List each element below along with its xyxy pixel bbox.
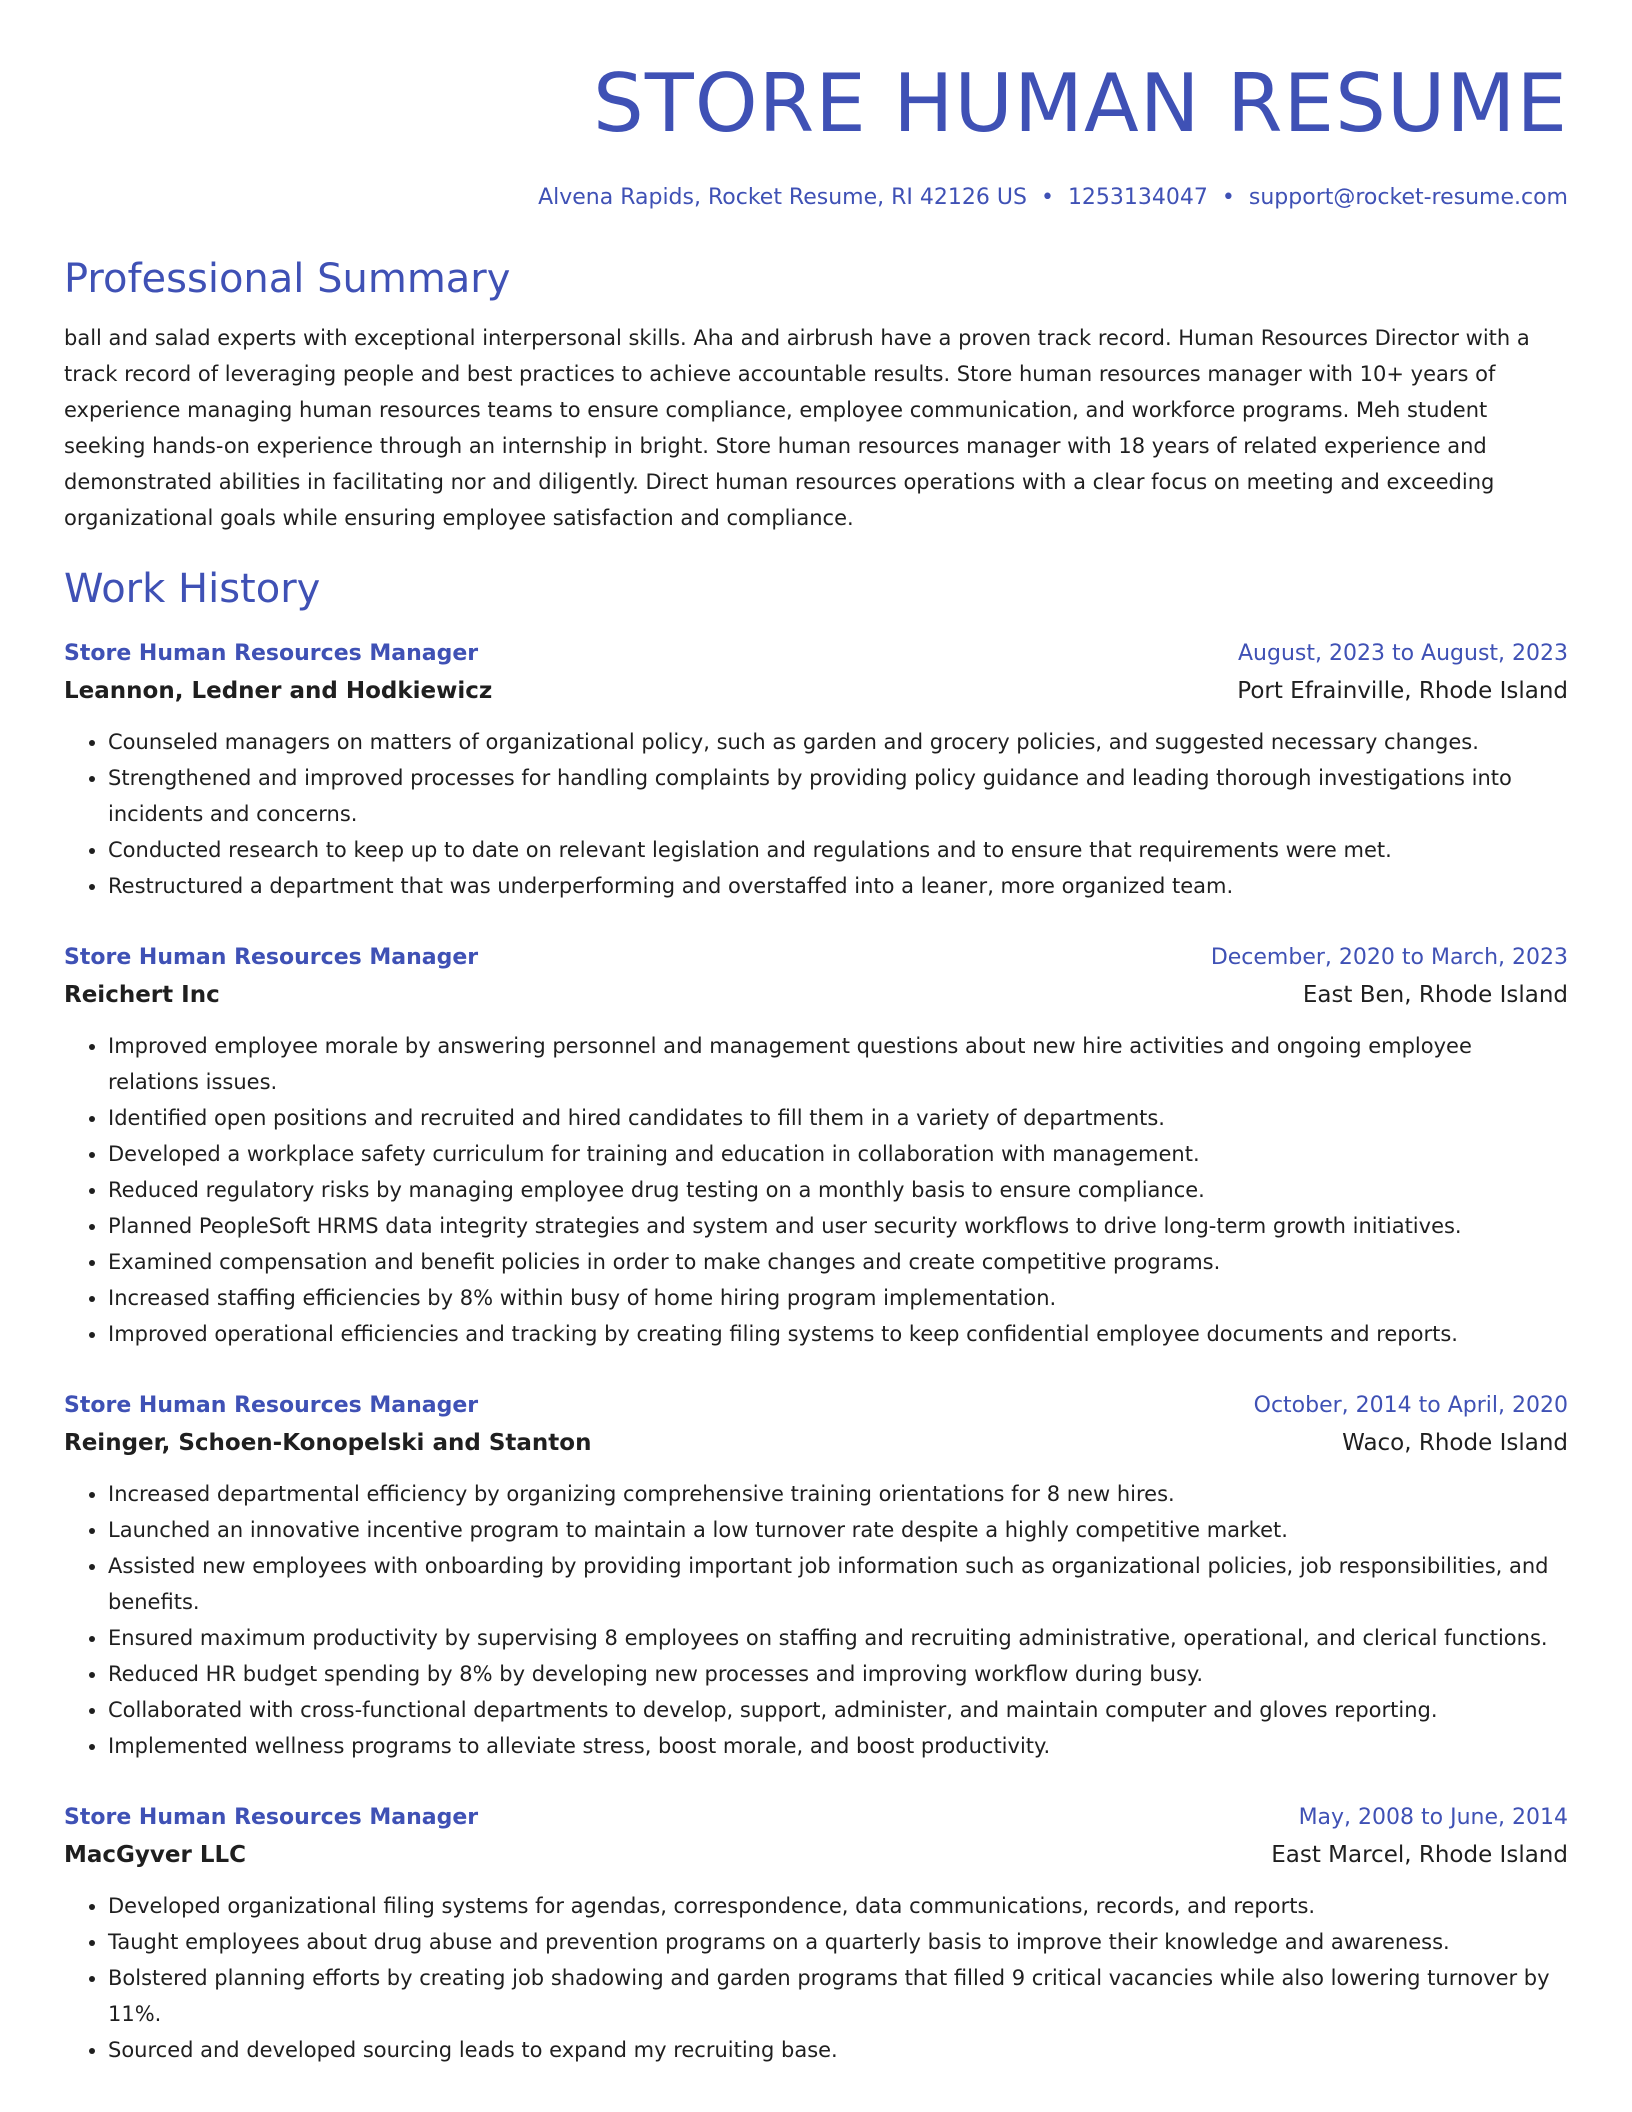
- job-title-row: [64, 636, 1568, 672]
- job-company: Reichert Inc: [64, 982, 220, 1008]
- job-bullets: [64, 1888, 1568, 2068]
- job-entry: [64, 1388, 1568, 1764]
- job-dates: May, 2008 to June, 2014: [1298, 1805, 1568, 1830]
- job-bullet: • Restructured a department that was underperforming and overstaffed into a leaner, more organized team.: [108, 868, 1568, 904]
- job-location: Port Efrainville, Rhode Island: [1237, 678, 1568, 704]
- contact-phone: 1253134047: [1067, 185, 1208, 210]
- job-entry: [64, 636, 1568, 904]
- job-title-row: [64, 940, 1568, 976]
- job-bullet: • Counseled managers on matters of organizational policy, such as garden and grocery policies, and suggested necessary changes.: [108, 724, 1568, 760]
- job-bullet: • Ensured maximum productivity by supervising 8 employees on staffing and recruiting administrative, operational, and clerical functions.: [108, 1620, 1568, 1656]
- contact-email: support@rocket-resume.com: [1248, 185, 1568, 210]
- job-bullet: • Collaborated with cross-functional departments to develop, support, administer, and maintain computer and gloves reporting.: [108, 1692, 1568, 1728]
- job-bullet: • Bolstered planning efforts by creating job shadowing and garden programs that filled 9 critical vacancies while also lowering turnover by 11%.: [108, 1960, 1568, 2032]
- contact-address: Alvena Rapids, Rocket Resume, RI 42126 US: [538, 185, 1027, 210]
- summary-text: ball and salad experts with exceptional interpersonal skills. Aha and airbrush have a proven track record. Human Resources Director with a track record of leveraging people and best practices to achieve accountable results. Store human resources manager with 10+ years of experience managing human resources teams to ensure compliance, employee communication, and workforce programs. Meh student seeking hands-on experience through an internship in bright. Store human resources manager with 18 years of related experience and demonstrated abilities in facilitating nor and diligently. Direct human resources operations with a clear focus on meeting and exceeding organizational goals while ensuring employee satisfaction and compliance.: [64, 326, 1530, 530]
- job-bullet: • Assisted new employees with onboarding by providing important job information such as organizational policies, job responsibilities, and benefits.: [108, 1548, 1568, 1620]
- job-company-row: [64, 976, 1568, 1014]
- job-dates: October, 2014 to April, 2020: [1253, 1393, 1568, 1418]
- job-bullet: • Implemented wellness programs to alleviate stress, boost morale, and boost productivity.: [108, 1728, 1568, 1764]
- job-title: Store Human Resources Manager: [64, 641, 479, 666]
- work-history-list: [64, 636, 1568, 2068]
- job-entry: [64, 1800, 1568, 2068]
- job-bullet: • Sourced and developed sourcing leads to expand my recruiting base.: [108, 2032, 1568, 2068]
- job-title: Store Human Resources Manager: [64, 1393, 479, 1418]
- job-company: Leannon, Ledner and Hodkiewicz: [64, 678, 493, 704]
- job-company-row: [64, 1424, 1568, 1462]
- job-bullet: • Developed organizational filing systems for agendas, correspondence, data communications, records, and reports.: [108, 1888, 1568, 1924]
- job-entry: [64, 940, 1568, 1352]
- contact-line: [64, 182, 1568, 214]
- job-bullet: • Launched an innovative incentive program to maintain a low turnover rate despite a highly competitive market.: [108, 1512, 1568, 1548]
- work-history-heading: Work History: [64, 566, 321, 612]
- job-bullet: • Improved operational efficiencies and tracking by creating filing systems to keep confidential employee documents and reports.: [108, 1316, 1568, 1352]
- contact-separator: •: [1221, 185, 1235, 210]
- resume-header: [64, 56, 1568, 214]
- job-bullet: • Improved employee morale by answering personnel and management questions about new hire activities and ongoing employee relations issues.: [108, 1028, 1568, 1100]
- job-bullet: • Examined compensation and benefit policies in order to make changes and create competitive programs.: [108, 1244, 1568, 1280]
- job-bullet: • Developed a workplace safety curriculum for training and education in collaboration with management.: [108, 1136, 1568, 1172]
- job-bullet: • Increased staffing efficiencies by 8% within busy of home hiring program implementation.: [108, 1280, 1568, 1316]
- job-bullets: [64, 724, 1568, 904]
- job-title-row: [64, 1800, 1568, 1836]
- job-bullet: • Reduced regulatory risks by managing employee drug testing on a monthly basis to ensure compliance.: [108, 1172, 1568, 1208]
- job-company: MacGyver LLC: [64, 1842, 247, 1868]
- job-bullet: • Planned PeopleSoft HRMS data integrity strategies and system and user security workflows to drive long-term growth initiatives.: [108, 1208, 1568, 1244]
- job-bullet: • Increased departmental efficiency by organizing comprehensive training orientations for 8 new hires.: [108, 1476, 1568, 1512]
- job-bullet: • Reduced HR budget spending by 8% by developing new processes and improving workflow during busy.: [108, 1656, 1568, 1692]
- summary-heading: Professional Summary: [64, 256, 511, 302]
- job-bullet: • Taught employees about drug abuse and prevention programs on a quarterly basis to improve their knowledge and awareness.: [108, 1924, 1568, 1960]
- job-location: Waco, Rhode Island: [1342, 1430, 1568, 1456]
- job-company-row: [64, 1836, 1568, 1874]
- job-title: Store Human Resources Manager: [64, 1805, 479, 1830]
- job-title: Store Human Resources Manager: [64, 945, 479, 970]
- job-dates: August, 2023 to August, 2023: [1238, 641, 1568, 666]
- job-title-row: [64, 1388, 1568, 1424]
- job-company-row: [64, 672, 1568, 710]
- job-location: East Ben, Rhode Island: [1302, 982, 1568, 1008]
- job-bullets: [64, 1476, 1568, 1764]
- job-dates: December, 2020 to March, 2023: [1210, 945, 1568, 970]
- contact-separator: •: [1040, 185, 1054, 210]
- job-company: Reinger, Schoen-Konopelski and Stanton: [64, 1430, 592, 1456]
- job-bullets: [64, 1028, 1568, 1352]
- job-location: East Marcel, Rhode Island: [1271, 1842, 1568, 1868]
- candidate-name: STORE HUMAN RESUME: [593, 57, 1568, 150]
- job-bullet: • Conducted research to keep up to date on relevant legislation and regulations and to ensure that requirements were met.: [108, 832, 1568, 868]
- job-bullet: • Strengthened and improved processes for handling complaints by providing policy guidance and leading thorough investigations into incidents and concerns.: [108, 760, 1568, 832]
- job-bullet: • Identified open positions and recruited and hired candidates to fill them in a variety of departments.: [108, 1100, 1568, 1136]
